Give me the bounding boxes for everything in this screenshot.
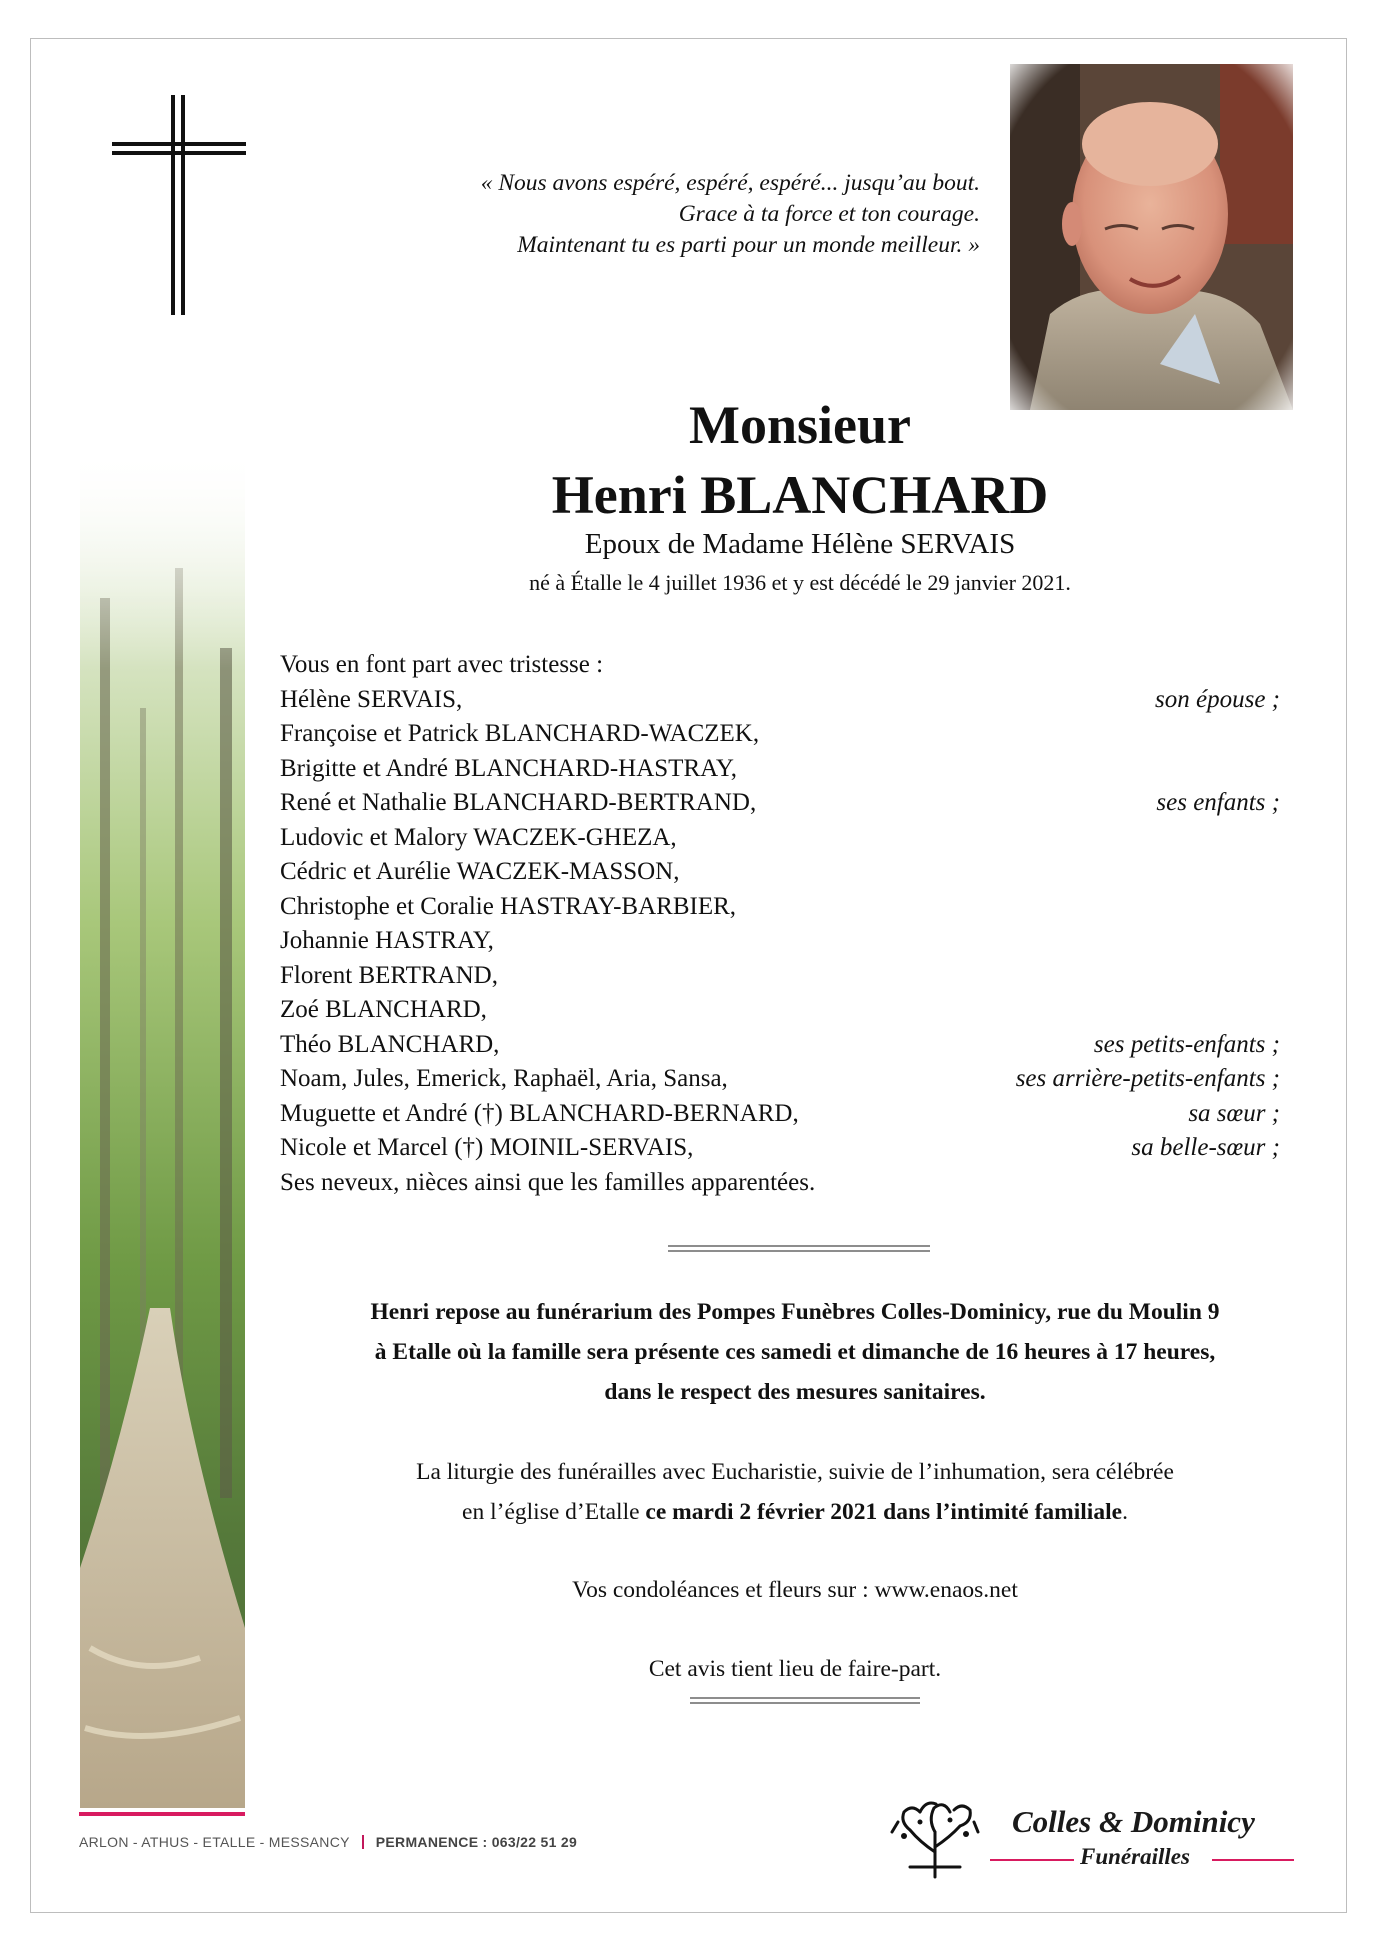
- liturgy-end: .: [1122, 1499, 1128, 1525]
- family-row: [280, 1062, 1280, 1097]
- deceased-name: Henri BLANCHARD: [551, 465, 1049, 525]
- logo-name: Colles & Dominicy: [1012, 1804, 1255, 1839]
- separator: [668, 1245, 930, 1253]
- condolences-line: Vos condoléances et fleurs sur : www.enaos.net: [572, 1577, 1018, 1603]
- footer-permanence: PERMANENCE : 063/22 51 29: [375, 1834, 578, 1850]
- footer-divider: [362, 1835, 364, 1849]
- logo-subtitle: Funérailles: [1080, 1844, 1190, 1869]
- footer-contact: [79, 1834, 577, 1850]
- family-closing: Ses neveux, nièces ainsi que les familles apparentées.: [280, 1168, 816, 1196]
- family-list: [280, 648, 1280, 1200]
- family-row: [280, 993, 1280, 1028]
- family-name: Florent BERTRAND,: [280, 961, 498, 989]
- cross-icon: [112, 95, 246, 315]
- family-relation: ses arrière-petits-enfants ;: [1015, 1065, 1280, 1092]
- family-name: Johannie HASTRAY,: [280, 927, 494, 954]
- family-name: Christophe et Coralie HASTRAY-BARBIER,: [280, 892, 737, 920]
- family-name: Noam, Jules, Emerick, Raphaël, Aria, Sansa,: [280, 1065, 728, 1092]
- family-row: [280, 924, 1280, 959]
- liturgy-text: en l’église d’Etalle: [462, 1499, 646, 1525]
- quote-line: Maintenant tu es parti pour un monde meilleur. »: [517, 232, 980, 258]
- liturgy-line: [270, 1492, 1320, 1532]
- family-row: [280, 683, 1280, 718]
- family-relation: ses enfants ;: [1156, 789, 1280, 816]
- family-intro: Vous en font part avec tristesse :: [280, 651, 604, 678]
- notice-line: Cet avis tient lieu de faire-part.: [648, 1656, 942, 1682]
- spouse-line: Epoux de Madame Hélène SERVAIS: [584, 528, 1016, 560]
- family-relation: son épouse ;: [1155, 685, 1280, 713]
- honorific: Monsieur: [689, 395, 911, 455]
- visitation-line: Henri repose au funérarium des Pompes Funèbres Colles-Dominicy, rue du Moulin 9: [370, 1299, 1220, 1325]
- family-row: [280, 1131, 1280, 1166]
- family-relation: sa belle-sœur ;: [1131, 1134, 1280, 1161]
- liturgy-info: [270, 1452, 1320, 1532]
- family-row: [280, 1028, 1280, 1063]
- visitation-line: dans le respect des mesures sanitaires.: [604, 1379, 986, 1405]
- birth-death-dates: né à Étalle le 4 juillet 1936 et y est décédé le 29 janvier 2021.: [529, 570, 1071, 595]
- logo-accent-line: [990, 1859, 1074, 1861]
- family-row: [280, 786, 1280, 821]
- liturgy-date: ce mardi 2 février 2021 dans l’intimité familiale: [645, 1499, 1123, 1525]
- family-name: Françoise et Patrick BLANCHARD-WACZEK,: [280, 720, 760, 747]
- portrait-photo: [1010, 64, 1293, 410]
- family-name: Hélène SERVAIS,: [280, 685, 463, 713]
- family-relation: sa sœur ;: [1188, 1099, 1280, 1127]
- company-logo: [890, 1792, 1300, 1882]
- family-name: Zoé BLANCHARD,: [280, 996, 487, 1023]
- visitation-line: à Etalle où la famille sera présente ces samedi et dimanche de 16 heures à 17 heures,: [374, 1339, 1216, 1365]
- family-name: Théo BLANCHARD,: [280, 1030, 500, 1058]
- family-name: Nicole et Marcel (†) MOINIL-SERVAIS,: [280, 1134, 694, 1161]
- liturgy-line: La liturgie des funérailles avec Eucharistie, suivie de l’inhumation, sera célébrée: [416, 1459, 1174, 1485]
- family-row: [280, 717, 1280, 752]
- family-name: Cédric et Aurélie WACZEK-MASSON,: [280, 858, 680, 885]
- family-row: [280, 855, 1280, 890]
- family-row: [280, 752, 1280, 787]
- family-row: [280, 890, 1280, 925]
- forest-path-image: [80, 448, 245, 1808]
- quote-line: « Nous avons espéré, espéré, espéré... jusqu’au bout.: [480, 170, 980, 196]
- family-row: [280, 1097, 1280, 1132]
- family-row: [280, 959, 1280, 994]
- logo-accent-line: [1212, 1859, 1294, 1861]
- tree-logo-icon: [890, 1792, 980, 1880]
- family-name: René et Nathalie BLANCHARD-BERTRAND,: [280, 789, 757, 816]
- memorial-quote: [300, 168, 980, 261]
- family-name: Muguette et André (†) BLANCHARD-BERNARD,: [280, 1099, 799, 1127]
- quote-line: Grace à ta force et ton courage.: [678, 201, 980, 227]
- visitation-info: [270, 1292, 1320, 1412]
- family-row: [280, 821, 1280, 856]
- accent-line: [79, 1812, 245, 1816]
- family-relation: ses petits-enfants ;: [1093, 1030, 1280, 1058]
- footer-locations: ARLON - ATHUS - ETALLE - MESSANCY: [79, 1834, 350, 1850]
- separator: [690, 1697, 920, 1705]
- family-name: Ludovic et Malory WACZEK-GHEZA,: [280, 823, 677, 851]
- family-name: Brigitte et André BLANCHARD-HASTRAY,: [280, 754, 737, 782]
